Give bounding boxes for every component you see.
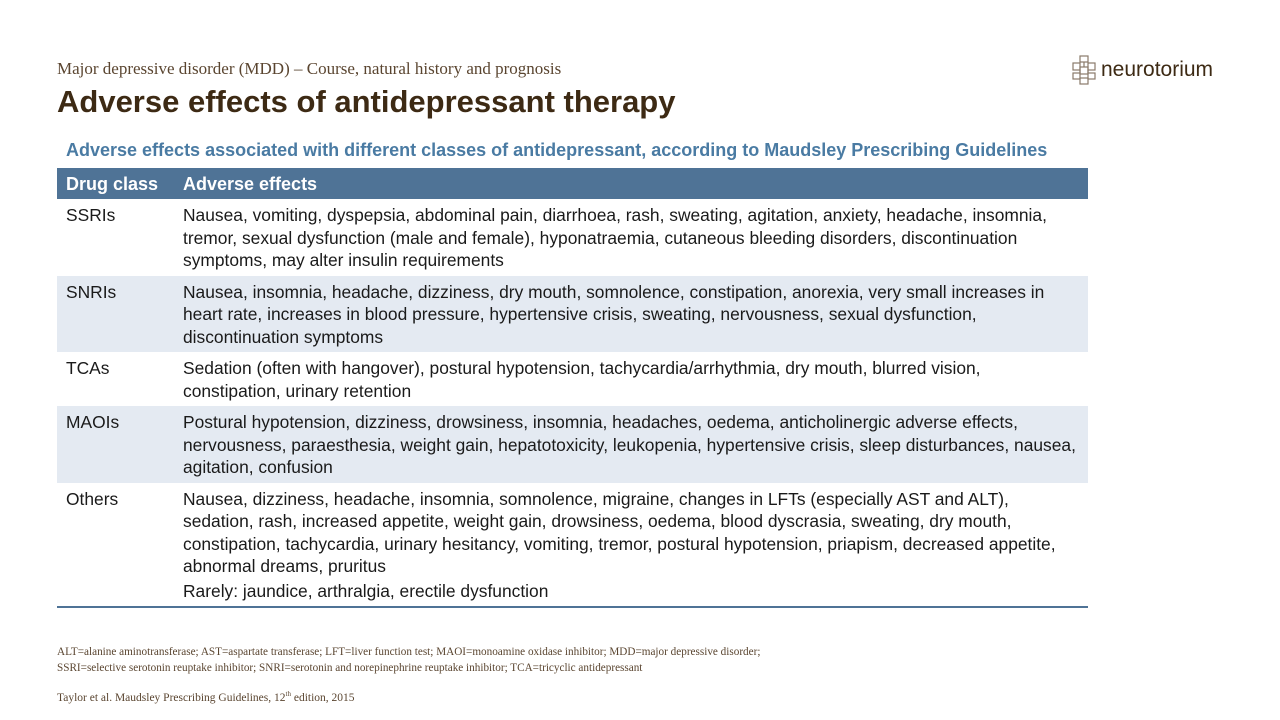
logo-text: neurotorium — [1101, 58, 1214, 81]
adverse-effects-cell: Nausea, insomnia, headache, dizziness, dry mouth, somnolence, constipation, anorexia, very small increases in heart rate, increases in blood pressure, hypertensive crisis, sweating, nervousness, sexual dysfunction, discontinuation symptoms — [174, 276, 1088, 353]
abbreviations-footnote — [57, 645, 760, 676]
drug-class-cell: TCAs — [66, 358, 110, 378]
drug-class-cell: MAOIs — [57, 406, 174, 483]
table-row — [57, 276, 1088, 353]
adverse-effects-cell — [174, 483, 1088, 608]
adverse-effects-table — [57, 168, 1088, 608]
table-row — [57, 199, 1088, 276]
abbreviations-line: SSRI=selective serotonin reuptake inhibitor; SNRI=serotonin and norepinephrine reuptake inhibitor; TCA=tricyclic antidepressant — [57, 661, 643, 674]
abbreviations-line: ALT=alanine aminotransferase; AST=aspartate transferase; LFT=liver function test; MAOI=monoamine oxidase inhibitor; MDD=major depressive disorder; — [57, 646, 761, 658]
drug-class-cell: SNRIs — [57, 276, 174, 353]
reference-citation — [57, 690, 355, 704]
column-header-drug-class: Drug class — [57, 168, 174, 199]
table-row — [57, 406, 1088, 483]
reference-text: Taylor et al. Maudsley Prescribing Guidelines, 12 — [57, 691, 286, 704]
drug-class-cell: Others — [57, 483, 174, 608]
column-header-adverse-effects: Adverse effects — [174, 168, 1088, 199]
drug-class-cell: SSRIs — [66, 205, 116, 225]
reference-text-suffix: edition, 2015 — [290, 691, 355, 704]
slide-title: Adverse effects of antidepressant therapy — [57, 84, 676, 119]
table-row — [57, 352, 1088, 406]
adverse-effects-cell: Sedation (often with hangover), postural hypotension, tachycardia/arrhythmia, dry mouth, blurred vision, constipation, urinary retention — [183, 358, 981, 401]
adverse-effects-cell: Postural hypotension, dizziness, drowsiness, insomnia, headaches, oedema, anticholinergic adverse effects, nervousness, paraesthesia, weight gain, hepatotoxicity, leukopenia, hypertensive crisis, sleep disturbances, nausea, agitation, confusion — [174, 406, 1088, 483]
adverse-effects-cell: Nausea, vomiting, dyspepsia, abdominal pain, diarrhoea, rash, sweating, agitation, anxiety, headache, insomnia, tremor, sexual dysfunction (male and female), hyponatraemia, cutaneous bleeding disorders, discontinuation symptoms, may alter insulin requirements — [183, 205, 1047, 270]
table-caption: Adverse effects associated with different classes of antidepressant, according to Maudsley Prescribing Guidelines — [66, 140, 1048, 160]
brain-icon — [1071, 54, 1097, 86]
table-header-row — [57, 168, 1088, 199]
rare-effects-text: Rarely: jaundice, arthralgia, erectile dysfunction — [183, 580, 549, 601]
slide-subtitle: Major depressive disorder (MDD) – Course, natural history and prognosis — [57, 59, 562, 78]
adverse-effects-text: Nausea, dizziness, headache, insomnia, somnolence, migraine, changes in LFTs (especially AST and ALT), sedation, rash, increased appetite, weight gain, drowsiness, oedema, blood dyscrasia, sweating, dry mouth, constipation, tachycardia, urinary hesitancy, vomiting, tremor, postural hypotension, priapism, decreased appetite, abnormal dreams, pruritus — [183, 488, 1056, 576]
table-row — [57, 483, 1088, 608]
logo — [1071, 54, 1213, 86]
reference-superscript: th — [285, 690, 291, 698]
